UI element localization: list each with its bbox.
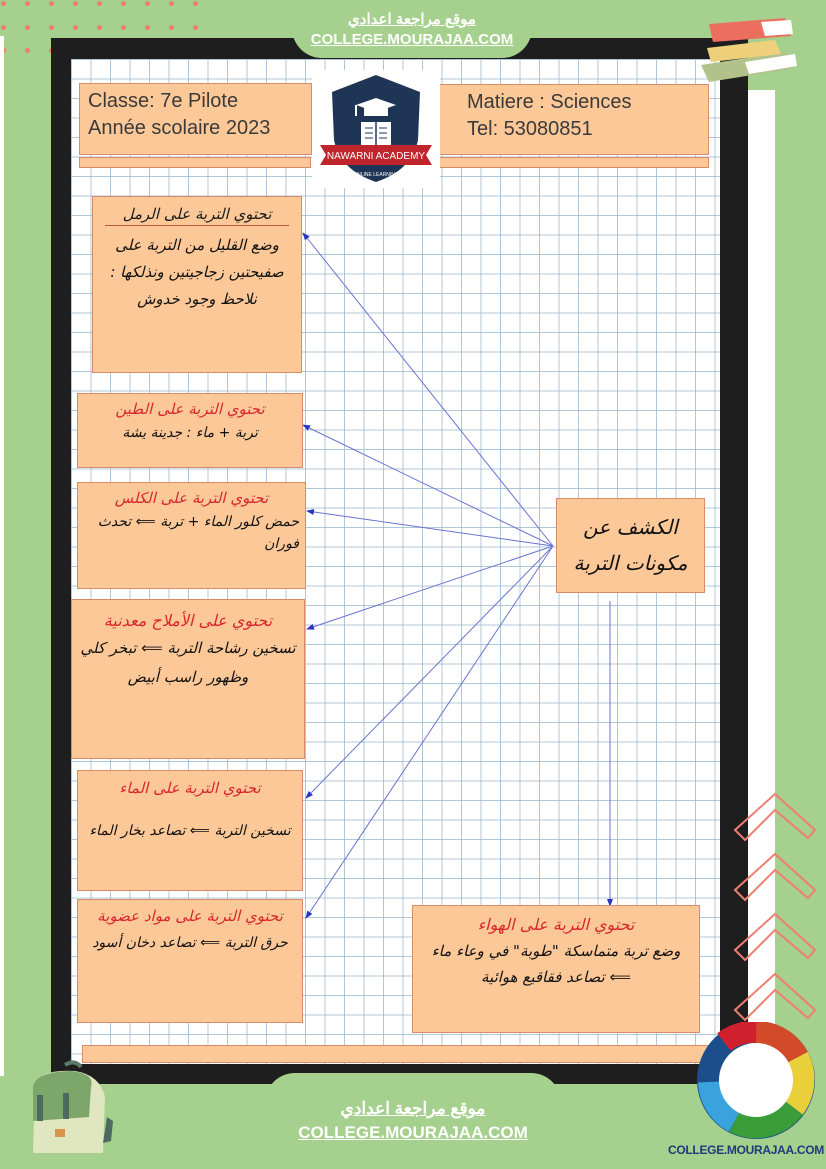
footer-bar [82,1045,710,1063]
note-body: تربة + ماء : جدينة يشة [122,425,258,441]
logo-subtitle: ONLINE LEARNING [353,172,399,178]
top-banner-arabic: موقع مراجعة اعدادي [348,11,476,28]
note-body: وضع تربة متماسكة "طوبة" في وعاء ماء ⟸ تصاعد فقاقيع هوائية [431,942,681,986]
central-node-box [556,498,705,593]
note-clay [77,393,303,468]
note-organic-matter [77,899,303,1023]
backpack-icon [15,1057,115,1157]
note-air [412,905,700,1033]
site-logo-wheel-icon [694,1022,818,1140]
note-title: تحتوي التربة على الهواء [477,915,635,934]
note-body: حمض كلور الماء + تربة ⟸ تحدث فوران [97,514,299,552]
class-label: Classe: 7e Pilote [88,90,239,112]
top-site-banner[interactable] [292,0,532,58]
tel-label: Tel: 53080851 [467,118,593,140]
note-title: تحتوي التربة على الكلس [114,489,269,507]
bottom-banner-url[interactable]: COLLEGE.MOURAJAA.COM [298,1123,528,1142]
year-label: Année scolaire 2023 [88,117,271,139]
bottom-site-banner[interactable] [265,1073,561,1169]
books-icon [695,10,805,90]
chevron-decoration [730,790,820,1030]
note-title: تحتوي على الأملاح معدنية [103,611,273,630]
note-mineral-salts [71,599,305,759]
top-banner-url[interactable]: COLLEGE.MOURAJAA.COM [310,31,514,48]
note-lime [77,482,306,589]
note-body: وضع القليل من التربة على صفيحتين زجاجيتين ونذلكها : نلاحظ وجود خدوش [110,236,284,308]
note-title: تحتوي التربة على مواد عضوية [97,907,283,925]
bottom-banner-arabic: موقع مراجعة اعدادي [340,1099,486,1118]
note-title: تحتوي التربة على الرمل [105,203,289,226]
central-node-text: الكشف عن مكونات التربة [573,515,688,575]
note-body: تسخين رشاحة التربة ⟸ تبخر كلي وظهور راسب أبيض [80,639,296,686]
note-sand [92,196,302,373]
subject-label: Matiere : Sciences [467,91,632,113]
corner-brand-text: COLLEGE.MOURAJAA.COM [668,1143,825,1157]
logo-name: NAWARNI ACADEMY [326,151,426,162]
note-title: تحتوي التربة على الماء [119,779,261,797]
note-title: تحتوي التربة على الطين [115,400,265,418]
note-body: حرق التربة ⟸ تصاعد دخان أسود [92,935,288,951]
note-body: تسخين التربة ⟸ تصاعد بخار الماء [89,823,291,839]
note-water [77,770,303,891]
